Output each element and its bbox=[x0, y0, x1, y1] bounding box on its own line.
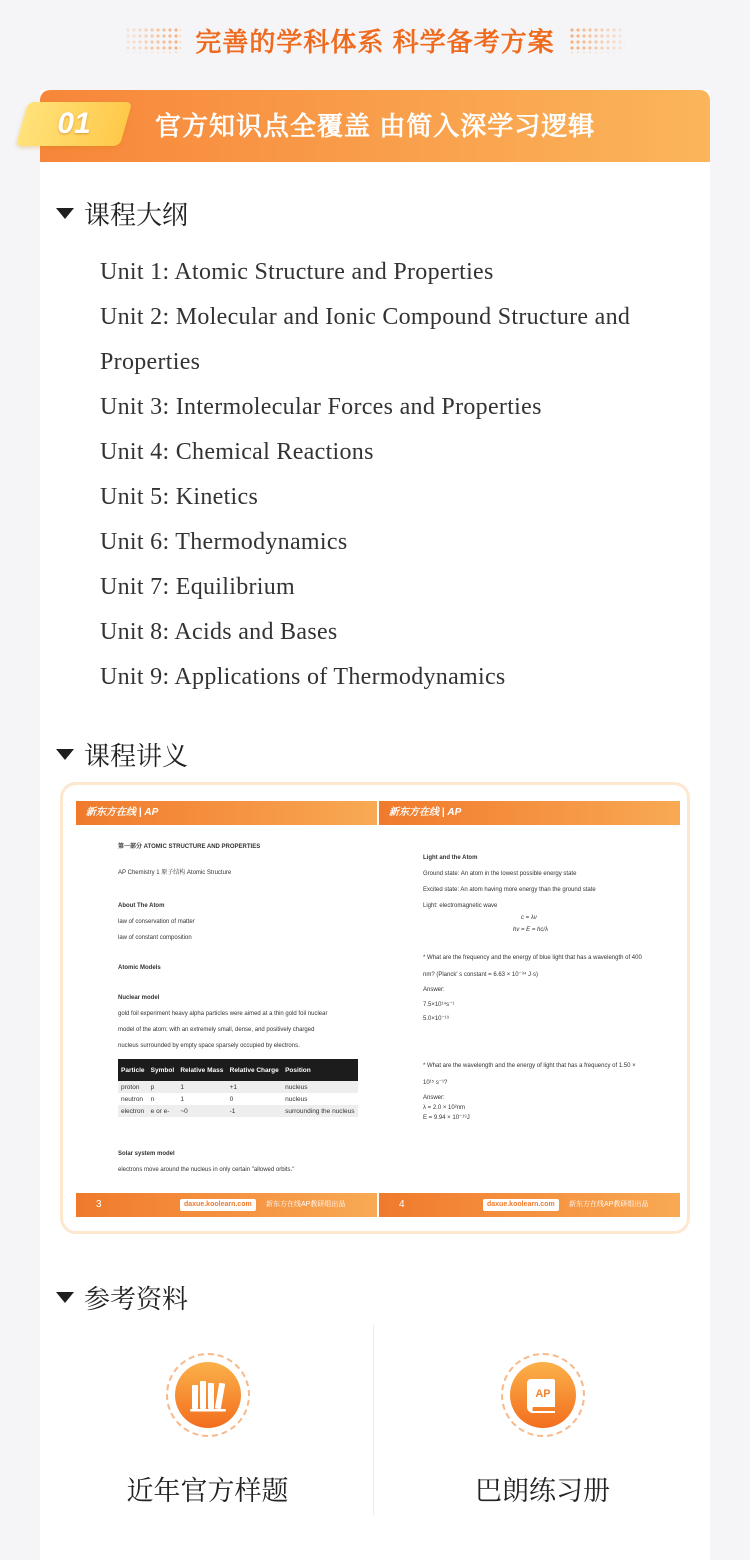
reference-list bbox=[40, 1325, 710, 1535]
table-cell: -1 bbox=[227, 1105, 282, 1117]
list-item: Unit 3: Intermolecular Forces and Properties bbox=[100, 394, 542, 420]
list-item: Unit 7: Equilibrium bbox=[100, 574, 296, 600]
lecture-page-3 bbox=[76, 801, 377, 1217]
doc-line: law of conservation of matter bbox=[118, 919, 195, 925]
table-row bbox=[118, 1081, 358, 1093]
table-cell: 0 bbox=[229, 1095, 234, 1103]
svg-text:AP: AP bbox=[534, 1388, 551, 1400]
banner-title: 完善的学科体系 科学备考方案 bbox=[195, 26, 555, 57]
page-header-bar bbox=[76, 801, 377, 825]
page-header-bar bbox=[379, 801, 680, 825]
ap-book-icon bbox=[510, 1362, 576, 1428]
doc-heading: About The Atom bbox=[118, 903, 165, 909]
number-badge-text: 01 bbox=[57, 107, 91, 140]
table-cell: nucleus bbox=[285, 1095, 308, 1103]
doc-line: * What are the wavelength and the energy of light that has a frequency of 1.50 × bbox=[423, 1063, 636, 1069]
list-item: Unit 2: Molecular and Ionic Compound Structure and Properties bbox=[100, 304, 631, 375]
doc-line: nucleus surrounded by empty space sparsely occupied by electrons. bbox=[118, 1043, 300, 1049]
list-item: Unit 4: Chemical Reactions bbox=[100, 439, 374, 465]
page-footer-bar bbox=[379, 1193, 680, 1217]
doc-line: 7.5×10¹⁴s⁻¹ bbox=[423, 1002, 455, 1008]
doc-heading: Solar system model bbox=[118, 1151, 175, 1157]
doc-line: Answer: bbox=[423, 1095, 445, 1101]
doc-line: Light: electromagnetic wave bbox=[423, 903, 498, 909]
table-cell: nucleus bbox=[282, 1081, 358, 1093]
koolearn-logo: 新东方在线 | AP bbox=[86, 807, 159, 818]
table-cell: n bbox=[150, 1095, 155, 1103]
doc-line: 10¹⁵ s⁻¹? bbox=[423, 1080, 448, 1086]
outline-heading-label: 课程大纲 bbox=[84, 200, 189, 230]
caret-down-icon bbox=[56, 208, 74, 219]
page-subtitle: AP Chemistry 1 原子结构 Atomic Structure bbox=[118, 870, 232, 876]
banner bbox=[0, 20, 750, 60]
table-cell: electron bbox=[118, 1105, 148, 1117]
reference-label: 近年官方样题 bbox=[126, 1476, 289, 1506]
caret-down-icon bbox=[56, 1292, 74, 1303]
koolearn-logo: 新东方在线 | AP bbox=[389, 807, 462, 818]
reference-item-barrons-workbook[interactable] bbox=[375, 1353, 710, 1508]
table-cell: neutron bbox=[121, 1095, 144, 1103]
icon-ring bbox=[166, 1353, 250, 1437]
reference-label: 巴朗练习册 bbox=[475, 1476, 610, 1506]
page-number: 4 bbox=[399, 1199, 405, 1210]
list-item: Unit 6: Thermodynamics bbox=[100, 529, 348, 555]
doc-line: E = 9.94 × 10⁻¹⁹J bbox=[423, 1115, 470, 1121]
doc-line: electrons move around the nucleus in only certain "allowed orbits." bbox=[118, 1167, 295, 1173]
table-header-cell: Symbol bbox=[148, 1059, 178, 1081]
references-heading-label: 参考资料 bbox=[84, 1284, 189, 1314]
table-cell: 1 bbox=[177, 1081, 226, 1093]
icon-ring bbox=[501, 1353, 585, 1437]
lecture-preview-frame[interactable] bbox=[60, 782, 690, 1234]
doc-line: gold foil experiment heavy alpha particles were aimed at a thin gold foil nuclear bbox=[118, 1011, 328, 1017]
reference-item-sample-questions[interactable] bbox=[40, 1353, 375, 1508]
doc-line: nm? (Planck' s constant = 6.63 × 10⁻³⁴ J·s) bbox=[423, 972, 538, 978]
footer-credit: 新东方在线AP教研组出品 bbox=[569, 1201, 649, 1208]
lectures-heading-label: 课程讲义 bbox=[84, 741, 189, 771]
list-item: Unit 8: Acids and Bases bbox=[100, 619, 338, 645]
doc-line: * What are the frequency and the energy of blue light that has a wavelength of 400 bbox=[423, 955, 642, 961]
doc-line: Answer: bbox=[423, 987, 445, 993]
doc-line: 5.0×10⁻¹⁹ bbox=[423, 1016, 450, 1022]
unit-list bbox=[100, 250, 680, 700]
doc-heading: Atomic Models bbox=[118, 965, 161, 971]
dot-pattern-decoration bbox=[569, 27, 625, 53]
outline-section-heading[interactable] bbox=[56, 195, 188, 232]
table-cell: 1 bbox=[180, 1095, 184, 1103]
footer-url: daxue.koolearn.com bbox=[483, 1199, 559, 1211]
table-header-cell: Particle bbox=[118, 1059, 148, 1081]
table-header-cell: Relative Mass bbox=[177, 1059, 226, 1081]
table-cell: p bbox=[148, 1081, 178, 1093]
table-cell: ~0 bbox=[177, 1105, 226, 1117]
list-item: Unit 9: Applications of Thermodynamics bbox=[100, 664, 506, 690]
doc-line: law of constant composition bbox=[118, 935, 192, 941]
lecture-page-4 bbox=[379, 801, 680, 1217]
table-row bbox=[118, 1093, 358, 1105]
books-icon bbox=[175, 1362, 241, 1428]
equation: hν = E = hc/λ bbox=[513, 927, 548, 933]
footer-url: daxue.koolearn.com bbox=[180, 1199, 256, 1211]
table-row bbox=[118, 1105, 358, 1117]
doc-line: Excited state: An atom having more energy than the ground state bbox=[423, 887, 596, 893]
section-header-title: 官方知识点全覆盖 由简入深学习逻辑 bbox=[155, 111, 596, 141]
section-header-bar bbox=[40, 90, 710, 162]
page-footer-bar bbox=[76, 1193, 377, 1217]
table-cell: e or e- bbox=[148, 1105, 178, 1117]
table-cell: +1 bbox=[227, 1081, 282, 1093]
table-header-cell: Position bbox=[282, 1059, 358, 1081]
caret-down-icon bbox=[56, 749, 74, 760]
equation: c = λν bbox=[521, 915, 537, 921]
dot-pattern-decoration bbox=[125, 27, 181, 53]
doc-line: λ = 2.0 × 10²nm bbox=[423, 1105, 466, 1111]
list-item: Unit 5: Kinetics bbox=[100, 484, 259, 510]
references-section-heading[interactable] bbox=[56, 1279, 188, 1316]
doc-heading: Nuclear model bbox=[118, 995, 160, 1001]
page-part-title: 第一部分 ATOMIC STRUCTURE AND PROPERTIES bbox=[118, 844, 261, 850]
table-cell: proton bbox=[118, 1081, 148, 1093]
doc-line: Ground state: An atom in the lowest possible energy state bbox=[423, 871, 577, 877]
page-number: 3 bbox=[96, 1199, 102, 1210]
table-cell: surrounding the nucleus bbox=[282, 1105, 358, 1117]
list-item: Unit 1: Atomic Structure and Properties bbox=[100, 259, 494, 285]
lectures-section-heading[interactable] bbox=[56, 736, 188, 773]
particle-table bbox=[118, 1059, 358, 1117]
lecture-preview bbox=[76, 801, 680, 1217]
footer-credit: 新东方在线AP教研组出品 bbox=[266, 1201, 346, 1208]
table-header-cell: Relative Charge bbox=[227, 1059, 282, 1081]
doc-line: model of the atom: with an extremely small, dense, and positively charged bbox=[118, 1027, 315, 1033]
doc-heading: Light and the Atom bbox=[423, 855, 478, 861]
